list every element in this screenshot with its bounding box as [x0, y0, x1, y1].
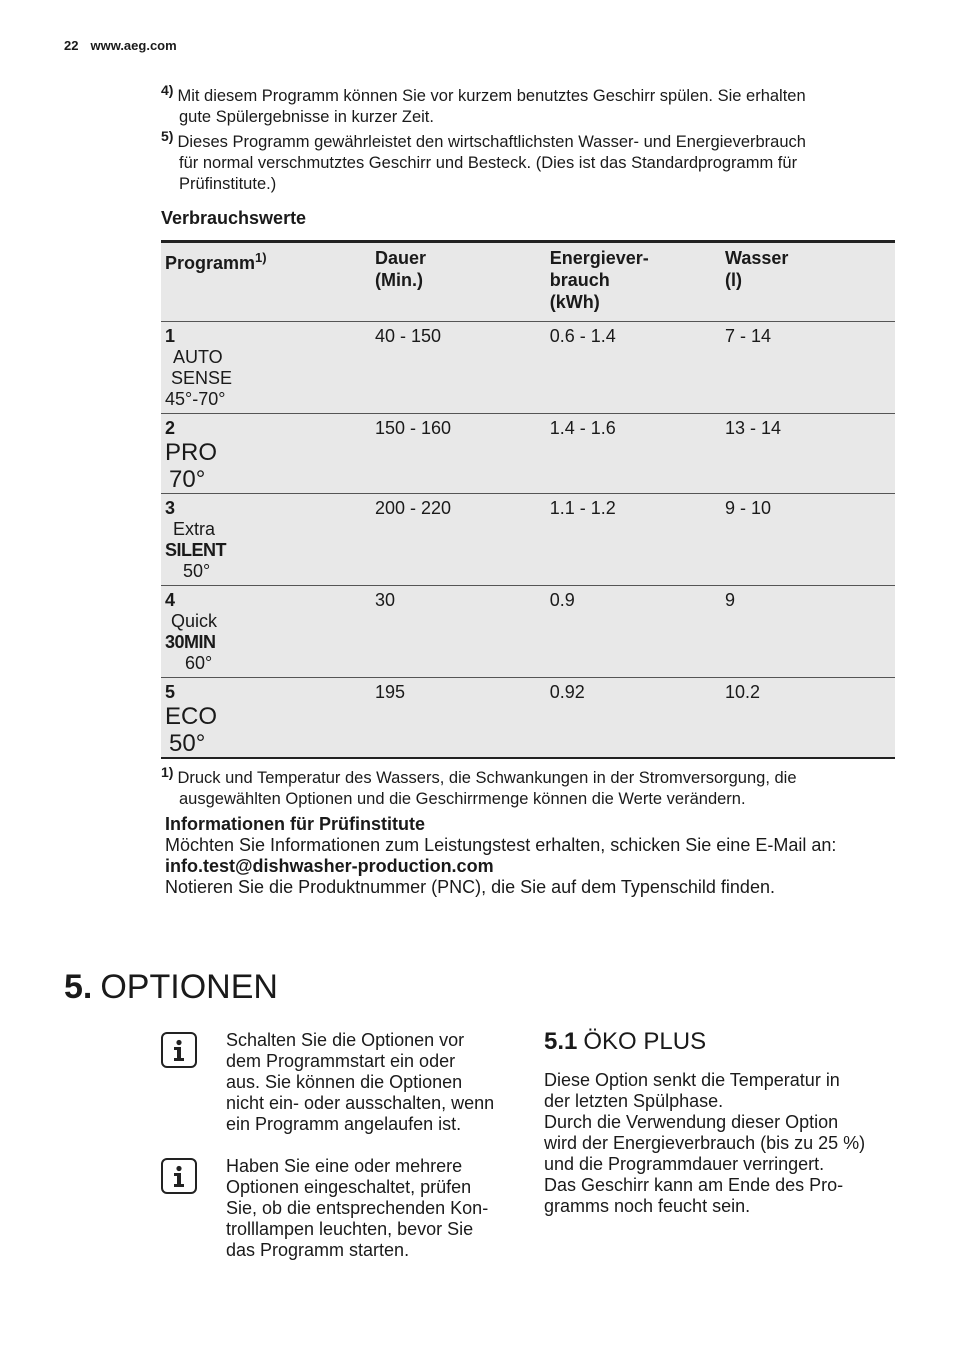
- table-row: [161, 678, 895, 759]
- header-dauer: Dauer (Min.): [371, 242, 546, 322]
- energie-cell: 1.4 - 1.6: [546, 414, 721, 494]
- footnote-mark: 1): [161, 764, 174, 780]
- table-header-row: [161, 242, 895, 322]
- info-email[interactable]: info.test@dishwasher-production.com: [165, 856, 494, 876]
- section-title: Verbrauchswerte: [161, 208, 307, 228]
- program-cell: 2 PRO 70°: [161, 414, 371, 494]
- energie-cell: 1.1 - 1.2: [546, 494, 721, 586]
- note-options-start: Schalten Sie die Optionen vor dem Programmstart ein oder aus. Sie können die Optionen nicht ein- oder ausschalten, wenn ein Programm angelaufen ist.: [226, 1030, 495, 1134]
- program-cell: 1 AUTO SENSE 45°-70°: [161, 322, 371, 414]
- wasser-cell: 9 - 10: [721, 494, 895, 586]
- consumption-table: [161, 240, 895, 759]
- footnote-5: $^{5)}$ Dieses Programm gewährleistet den wirtschaftlichsten Wasser- und Energieverbrauch für normal verschmutztes Geschirr und Besteck. (Dies ist das Standardprogramm für Prüfinstitute.): [161, 128, 806, 193]
- energie-cell: 0.6 - 1.4: [546, 322, 721, 414]
- note-indicator-lamps: Haben Sie eine oder mehrere Optionen eingeschaltet, prüfen Sie, ob die entsprechenden Kon- trolllampen leuchten, bevor Sie das Programm starten.: [226, 1156, 489, 1260]
- info-icon: [161, 1158, 197, 1194]
- header-url[interactable]: www.aeg.com: [90, 38, 177, 53]
- energie-cell: 0.9: [546, 586, 721, 678]
- program-cell: 4 Quick 30MIN 60°: [161, 586, 371, 678]
- wasser-cell: 9: [721, 586, 895, 678]
- table-row: [161, 414, 895, 494]
- energie-cell: 0.92: [546, 678, 721, 759]
- page-number: 22: [64, 38, 79, 53]
- chapter-heading: 5. OPTIONEN: [64, 968, 278, 1006]
- footnote-4: $^{4)}$ Mit diesem Programm können Sie vor kurzem benutztes Geschirr spülen. Sie erhalten gute Spülergebnisse in kurzer Zeit.: [161, 82, 806, 126]
- wasser-cell: 10.2: [721, 678, 895, 759]
- wasser-cell: 7 - 14: [721, 322, 895, 414]
- dauer-cell: 200 - 220: [371, 494, 546, 586]
- subsection-text: Diese Option senkt die Temperatur in der letzten Spülphase. Durch die Verwendung dieser Option wird der Energieverbrauch (bis zu 25 %) und die Programmdauer verringert. Das Geschirr kann am Ende des Pro- gramms noch feucht sein.: [544, 1070, 866, 1216]
- subsection-heading: 5.1 ÖKO PLUS: [544, 1028, 707, 1055]
- header-wasser: Wasser (l): [721, 242, 895, 322]
- program-cell: 3 Extra SILENT 50°: [161, 494, 371, 586]
- info-title: Informationen für Prüfinstitute: [165, 814, 425, 834]
- dauer-cell: 195: [371, 678, 546, 759]
- test-institute-info: Informationen für Prüfinstitute Möchten Sie Informationen zum Leistungstest erhalten, schicken Sie eine E-Mail an: info.test@dishwasher-production.com Notieren Sie die Produktnummer (PNC), die Sie auf dem Typenschild finden.: [165, 814, 895, 898]
- table-row: [161, 586, 895, 678]
- dauer-cell: 150 - 160: [371, 414, 546, 494]
- dauer-cell: 30: [371, 586, 546, 678]
- header-energie: Energiever- brauch (kWh): [546, 242, 721, 322]
- wasser-cell: 13 - 14: [721, 414, 895, 494]
- table-row: [161, 494, 895, 586]
- page-header: [64, 38, 177, 53]
- table-footnote: $^{1)}$ Druck und Temperatur des Wassers, die Schwankungen in der Stromversorgung, die ausgewählten Optionen und die Geschirrmenge können die Werte verändern.: [161, 764, 797, 808]
- program-cell: 5 ECO 50°: [161, 678, 371, 759]
- footnote-mark: 4): [161, 82, 174, 98]
- dauer-cell: 40 - 150: [371, 322, 546, 414]
- footnote-mark: 5): [161, 128, 174, 144]
- table-row: [161, 322, 895, 414]
- info-icon: [161, 1032, 197, 1068]
- header-programm: Programm$^{1)}$: [161, 242, 371, 322]
